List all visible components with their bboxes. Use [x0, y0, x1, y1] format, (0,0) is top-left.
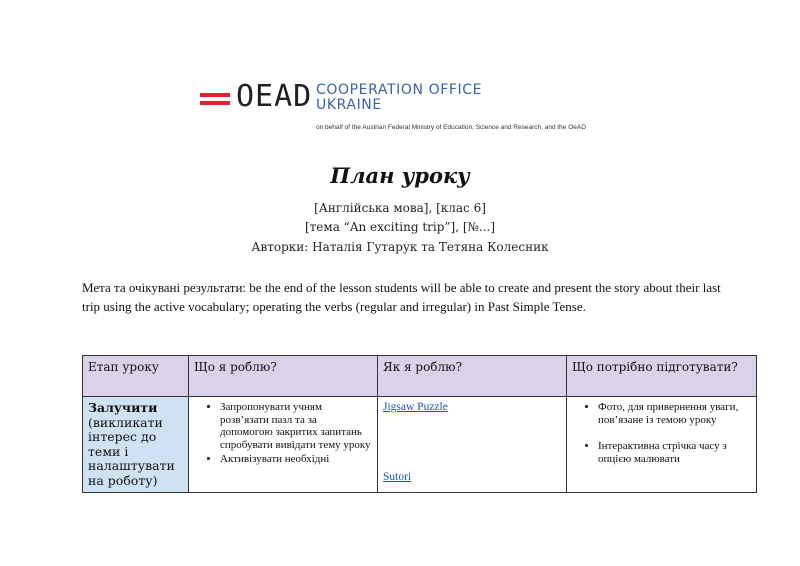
logo-line1: COOPERATION OFFICE — [316, 82, 483, 98]
logo-line2: UKRAINE — [316, 97, 382, 113]
austria-flag-icon — [200, 93, 230, 105]
header-what: Що я роблю? — [189, 356, 378, 397]
subject-line: [Англійська мова], [клас 6] — [314, 201, 486, 215]
flag-stripe-bottom — [200, 101, 230, 105]
prepare-cell — [567, 397, 757, 493]
logo-wordmark: OEAD — [236, 79, 313, 114]
lesson-goal: Мета та очікувані результати: be the end of the lesson students will be able to create and present the story about their last trip using the active vocabulary; operating the verbs (regular and irregular) in Past Simple Tense. — [82, 280, 721, 314]
oead-logo — [200, 80, 640, 136]
stage-cell — [83, 397, 189, 493]
list-item: • Запропонувати учням розв’язати пазл та за допомогою закритих запитань спробувати вивідати тему уроку — [220, 401, 372, 451]
page-title: План уроку — [330, 163, 470, 188]
list-item: • Інтерактивна стрічка часу з опцією малювати — [598, 440, 751, 465]
how-cell — [378, 397, 567, 493]
sutori-link[interactable]: Sutori — [383, 471, 412, 483]
table-row — [83, 397, 757, 493]
what-cell — [189, 397, 378, 493]
header-prepare: Що потрібно підготувати? — [567, 356, 757, 397]
header-how: Як я роблю? — [378, 356, 567, 397]
stage-description: (викликати інтерес до теми і налаштувати на роботу) — [88, 414, 175, 488]
topic-line: [тема “An exciting trip”], [№...] — [304, 220, 496, 234]
table-header-row — [83, 356, 757, 397]
logo-tagline — [316, 83, 482, 113]
jigsaw-puzzle-link[interactable]: Jigsaw Puzzle — [383, 401, 448, 413]
lesson-plan-table — [82, 355, 757, 493]
list-item: • Фото, для привернення уваги, пов’язане із темою уроку — [598, 401, 751, 426]
list-item: • Активізувати необхідні — [220, 453, 372, 466]
stage-name: Залучити — [88, 400, 158, 415]
logo-behalf: on behalf of the Austrian Federal Ministry of Education, Science and Research, and the OeAD — [316, 124, 586, 131]
authors-line: Авторки: Наталія Гутарук та Тетяна Колесник — [251, 240, 549, 254]
header-stage: Етап уроку — [83, 356, 189, 397]
